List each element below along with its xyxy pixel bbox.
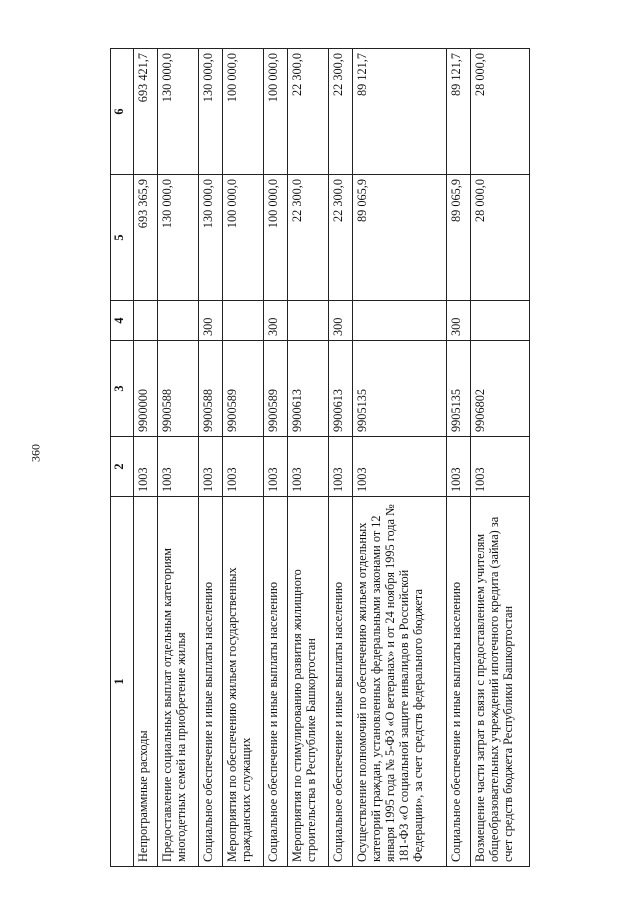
row-expense-type: [353, 301, 447, 341]
row-name: Социальное обеспечение и иные выплаты населению: [329, 497, 353, 867]
row-target-code: 9900589: [264, 341, 288, 437]
row-sum-year2: 22 300,0: [288, 49, 329, 175]
row-expense-type: 300: [329, 301, 353, 341]
row-name: Осуществление полномочий по обеспечению жильем отдельных категорий граждан, установленных федеральными законами от 12 января 1995 года № 5-ФЗ «О ветеранах» и от 24 ноября 1995 года № 181-ФЗ «О социальной защите инвалидов в Российской Федерации», за счет средств федерального бюджета: [353, 497, 447, 867]
row-section-code: 1003: [447, 437, 471, 497]
row-sum-year2: 22 300,0: [329, 49, 353, 175]
row-expense-type: 300: [447, 301, 471, 341]
row-expense-type: [222, 301, 263, 341]
row-name: Непрограммные расходы: [134, 497, 158, 867]
row-section-code: 1003: [157, 437, 198, 497]
row-target-code: 9900589: [222, 341, 263, 437]
row-target-code: 9900588: [199, 341, 223, 437]
row-sum-year1: 28 000,0: [471, 175, 530, 301]
table-row: [288, 49, 329, 867]
row-name: Мероприятия по обеспечению жильем государственных гражданских служащих: [222, 497, 263, 867]
table-row: [329, 49, 353, 867]
table-row: [447, 49, 471, 867]
row-sum-year2: 89 121,7: [447, 49, 471, 175]
row-section-code: 1003: [329, 437, 353, 497]
row-expense-type: 300: [199, 301, 223, 341]
row-sum-year2: 130 000,0: [157, 49, 198, 175]
header-col-6: 6: [111, 49, 134, 175]
table-row: [222, 49, 263, 867]
row-target-code: 9900588: [157, 341, 198, 437]
table-row: [471, 49, 530, 867]
row-section-code: 1003: [353, 437, 447, 497]
row-sum-year1: 100 000,0: [264, 175, 288, 301]
header-col-5: 5: [111, 175, 134, 301]
row-target-code: 9900000: [134, 341, 158, 437]
row-name: Возмещение части затрат в связи с предоставлением учителям общеобразовательных учреждений ипотечного кредита (займа) за счет средств бюджета Республики Башкортостан: [471, 497, 530, 867]
row-expense-type: [288, 301, 329, 341]
row-name: Социальное обеспечение и иные выплаты населению: [447, 497, 471, 867]
row-target-code: 9900613: [329, 341, 353, 437]
row-sum-year1: 89 065,9: [353, 175, 447, 301]
table-row: [134, 49, 158, 867]
row-section-code: 1003: [134, 437, 158, 497]
row-sum-year1: 22 300,0: [329, 175, 353, 301]
row-sum-year1: 22 300,0: [288, 175, 329, 301]
row-target-code: 9906802: [471, 341, 530, 437]
header-col-4: 4: [111, 301, 134, 341]
row-section-code: 1003: [288, 437, 329, 497]
row-sum-year1: 89 065,9: [447, 175, 471, 301]
row-sum-year1: 693 365,9: [134, 175, 158, 301]
row-sum-year1: 100 000,0: [222, 175, 263, 301]
header-col-3: 3: [111, 341, 134, 437]
row-expense-type: [134, 301, 158, 341]
row-sum-year2: 100 000,0: [222, 49, 263, 175]
row-sum-year2: 130 000,0: [199, 49, 223, 175]
row-sum-year2: 28 000,0: [471, 49, 530, 175]
row-expense-type: 300: [264, 301, 288, 341]
row-name: Мероприятия по стимулированию развития жилищного строительства в Республике Башкортостан: [288, 497, 329, 867]
row-section-code: 1003: [264, 437, 288, 497]
row-section-code: 1003: [222, 437, 263, 497]
rotated-table-container: [110, 49, 530, 867]
row-expense-type: [157, 301, 198, 341]
row-target-code: 9905135: [353, 341, 447, 437]
row-sum-year1: 130 000,0: [199, 175, 223, 301]
row-sum-year2: 100 000,0: [264, 49, 288, 175]
page-number: 360: [28, 444, 43, 462]
header-col-1: 1: [111, 497, 134, 867]
row-name: Социальное обеспечение и иные выплаты населению: [264, 497, 288, 867]
row-section-code: 1003: [199, 437, 223, 497]
header-col-2: 2: [111, 437, 134, 497]
row-expense-type: [471, 301, 530, 341]
row-sum-year1: 130 000,0: [157, 175, 198, 301]
row-target-code: 9905135: [447, 341, 471, 437]
row-sum-year2: 693 421,7: [134, 49, 158, 175]
table-row: [199, 49, 223, 867]
row-name: Социальное обеспечение и иные выплаты населению: [199, 497, 223, 867]
table-row: [264, 49, 288, 867]
row-name: Предоставление социальных выплат отдельным категориям многодетных семей на приобретение жилья: [157, 497, 198, 867]
row-section-code: 1003: [471, 437, 530, 497]
header-row: [111, 49, 134, 867]
budget-table: [110, 48, 530, 867]
row-sum-year2: 89 121,7: [353, 49, 447, 175]
row-target-code: 9900613: [288, 341, 329, 437]
table-row: [353, 49, 447, 867]
table-row: [157, 49, 198, 867]
